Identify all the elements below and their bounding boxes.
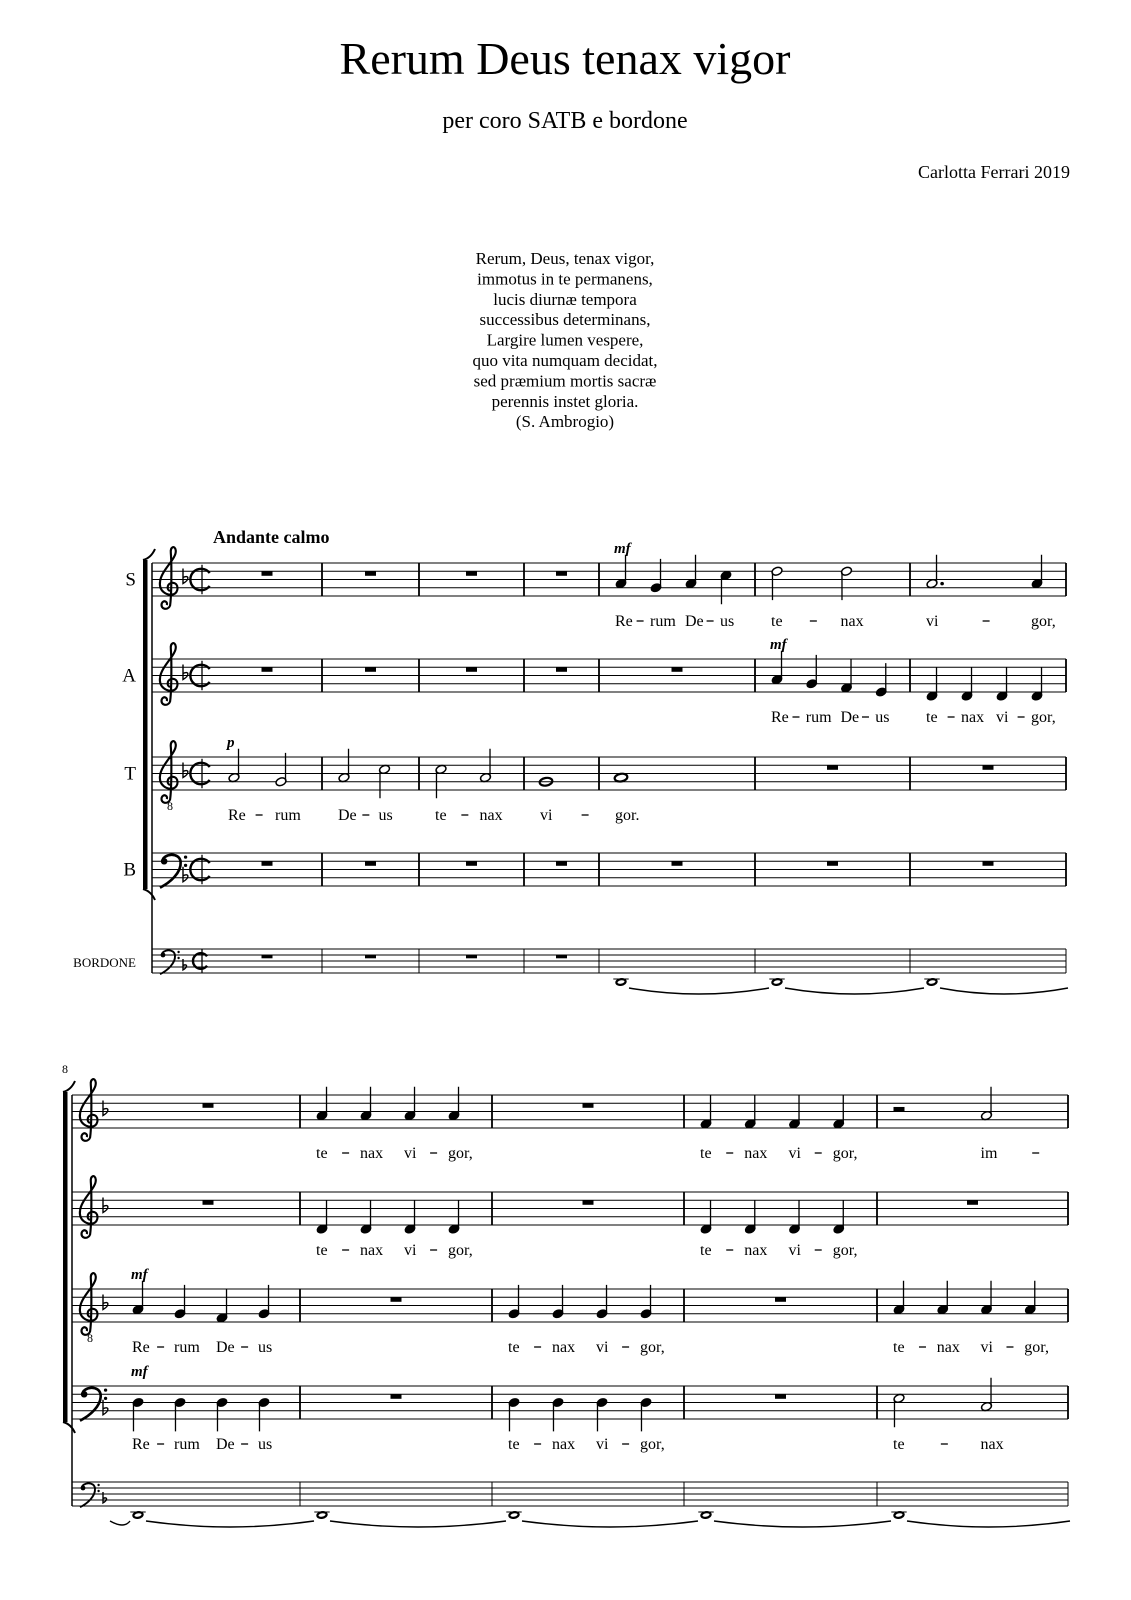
lyric-syllable: rum	[805, 709, 832, 726]
whole-rest-icon	[775, 1297, 786, 1302]
tie-arc	[146, 1521, 314, 1527]
whole-rest-icon	[262, 955, 273, 958]
part-label: B	[123, 859, 136, 881]
lyric-syllable: us	[258, 1436, 273, 1453]
poem-line: quo vita numquam decidat,	[472, 351, 658, 370]
tie-arc	[714, 1521, 891, 1527]
lyric-syllable: gor,	[1031, 709, 1056, 726]
choir-bracket	[63, 1092, 68, 1422]
lyric-syllable: vi	[540, 807, 553, 824]
lyric-syllable: vi	[404, 1145, 417, 1162]
lyric-syllable: vi	[404, 1242, 417, 1259]
half-rest-icon	[894, 1107, 905, 1112]
lyric-syllable: gor,	[1024, 1339, 1049, 1356]
lyric-syllable: te	[700, 1242, 712, 1259]
lyric-syllable: nax	[744, 1145, 768, 1162]
whole-note	[616, 978, 626, 985]
system-1	[73, 541, 1068, 994]
lyric-syllable: nax	[840, 613, 864, 630]
whole-rest-icon	[262, 667, 273, 672]
tie-arc	[907, 1521, 1070, 1527]
dynamic-marking: p	[227, 735, 235, 751]
whole-note	[894, 1511, 904, 1518]
tie-arc	[940, 988, 1068, 994]
lyric-syllable: Re	[228, 807, 246, 824]
whole-rest-icon	[203, 1200, 214, 1205]
lyric-syllable: vi	[788, 1242, 801, 1259]
lyric-syllable: Re	[615, 613, 633, 630]
tie-arc	[330, 1521, 506, 1527]
whole-note	[772, 978, 782, 985]
piece-title: Rerum Deus tenax vigor	[339, 33, 791, 84]
bracket-hook	[143, 549, 155, 560]
lyric-syllable: vi	[596, 1339, 609, 1356]
lyric-syllable: te	[316, 1145, 328, 1162]
whole-rest-icon	[583, 1200, 594, 1205]
piece-subtitle: per coro SATB e bordone	[442, 108, 688, 134]
octave-mark: 8	[167, 799, 173, 813]
tie-arc	[629, 988, 769, 994]
staff-b	[123, 853, 1066, 888]
lyric-syllable: rum	[174, 1436, 200, 1453]
lyric-syllable: te	[435, 807, 447, 824]
lyric-syllable: gor,	[448, 1242, 473, 1259]
tie-arc	[785, 988, 924, 994]
whole-rest-icon	[466, 861, 477, 866]
whole-note	[317, 1511, 327, 1518]
tempo-marking: Andante calmo	[213, 527, 330, 547]
lyric-syllable: Re	[132, 1339, 150, 1356]
treble-clef-icon	[160, 741, 178, 803]
whole-rest-icon	[827, 861, 838, 866]
lyric-syllable: te	[316, 1242, 328, 1259]
dynamic-marking: mf	[614, 541, 631, 557]
whole-rest-icon	[365, 955, 376, 958]
staff-s	[125, 541, 1066, 630]
lyric-syllable: gor,	[640, 1436, 665, 1453]
lyric-syllable: te	[893, 1436, 905, 1453]
lyric-syllable: te	[926, 709, 938, 726]
augmentation-dot	[940, 582, 944, 586]
lyric-syllable: gor,	[1031, 613, 1056, 630]
poem-line: Rerum, Deus, tenax vigor,	[475, 249, 655, 268]
poem-line: immotus in te permanens,	[477, 269, 653, 289]
lyric-syllable: vi	[788, 1145, 801, 1162]
staff-t	[72, 1267, 1068, 1356]
lyric-syllable: nax	[552, 1339, 576, 1356]
lyric-syllable: te	[508, 1436, 520, 1453]
poem-line: Largire lumen vespere,	[486, 330, 644, 350]
lyric-syllable: te	[700, 1145, 712, 1162]
choir-bracket	[143, 560, 148, 889]
lyric-syllable: gor,	[640, 1339, 665, 1356]
octave-mark: 8	[87, 1331, 93, 1345]
part-label: T	[124, 763, 136, 785]
poem-line: perennis instet gloria.	[491, 391, 639, 411]
lyric-syllable: gor,	[832, 1242, 858, 1259]
lyric-syllable: vi	[596, 1436, 609, 1453]
whole-rest-icon	[466, 955, 477, 958]
whole-note	[614, 773, 628, 783]
system-2	[62, 1062, 1070, 1527]
treble-clef-icon	[80, 1176, 98, 1238]
staff-bd	[72, 1482, 1070, 1527]
lyric-syllable: De	[685, 613, 704, 630]
lyric-syllable: vi	[926, 613, 939, 630]
staff-bd	[73, 949, 1068, 994]
lyric-syllable: gor,	[832, 1145, 858, 1162]
lyric-syllable: gor.	[615, 807, 640, 824]
staff-b	[72, 1364, 1068, 1453]
bracket-hook	[143, 889, 155, 900]
whole-rest-icon	[983, 861, 994, 866]
whole-rest-icon	[827, 765, 838, 770]
lyric-syllable: te	[508, 1339, 520, 1356]
whole-note	[133, 1511, 143, 1518]
bass-clef-icon	[80, 1483, 100, 1507]
whole-rest-icon	[775, 1394, 786, 1399]
whole-rest-icon	[262, 861, 273, 866]
whole-rest-icon	[672, 861, 683, 866]
whole-rest-icon	[466, 667, 477, 672]
tie-arc	[522, 1521, 698, 1527]
bracket-hook	[63, 1081, 75, 1092]
lyric-syllable: Re	[132, 1436, 150, 1453]
whole-rest-icon	[672, 667, 683, 672]
whole-rest-icon	[556, 667, 567, 672]
whole-rest-icon	[967, 1200, 978, 1205]
treble-clef-icon	[160, 643, 178, 705]
dynamic-marking: mf	[131, 1364, 148, 1380]
staff-a	[122, 637, 1066, 726]
whole-rest-icon	[391, 1297, 402, 1302]
lyric-syllable: nax	[552, 1436, 576, 1453]
lyric-syllable: De	[216, 1436, 235, 1453]
bass-clef-icon	[160, 950, 180, 974]
poem-line: (S. Ambrogio)	[515, 412, 615, 432]
lyric-syllable: nax	[744, 1242, 768, 1259]
poem-line: lucis diurnæ tempora	[493, 289, 637, 309]
whole-rest-icon	[262, 571, 273, 576]
whole-rest-icon	[391, 1394, 402, 1399]
lyric-syllable: rum	[275, 807, 301, 824]
staff-a	[72, 1176, 1068, 1259]
lyric-syllable: rum	[174, 1339, 200, 1356]
lyric-syllable: te	[771, 613, 783, 630]
lyric-syllable: gor,	[448, 1145, 473, 1162]
whole-rest-icon	[365, 861, 376, 866]
poem-line: successibus determinans,	[479, 310, 651, 330]
whole-rest-icon	[556, 955, 567, 958]
treble-clef-icon	[160, 547, 178, 609]
whole-rest-icon	[203, 1103, 214, 1108]
whole-rest-icon	[365, 571, 376, 576]
treble-clef-icon	[80, 1079, 98, 1141]
whole-rest-icon	[365, 667, 376, 672]
whole-note	[701, 1511, 711, 1518]
lyric-syllable: nax	[980, 1436, 1004, 1453]
lyric-syllable: vi	[980, 1339, 993, 1356]
lyric-syllable: nax	[360, 1145, 384, 1162]
whole-note	[927, 978, 937, 985]
lyric-syllable: nax	[360, 1242, 384, 1259]
treble-clef-icon	[80, 1273, 98, 1335]
measure-number: 8	[62, 1062, 68, 1076]
whole-rest-icon	[583, 1103, 594, 1108]
part-label: S	[125, 569, 136, 591]
lyric-syllable: us	[720, 613, 735, 630]
bracket-hook	[63, 1422, 75, 1433]
lyric-syllable: De	[338, 807, 357, 824]
composer-credit: Carlotta Ferrari 2019	[918, 162, 1070, 182]
lyric-syllable: nax	[936, 1339, 960, 1356]
poem-text	[472, 249, 657, 431]
whole-rest-icon	[556, 571, 567, 576]
lyric-syllable: us	[378, 807, 393, 824]
tie-arc	[110, 1521, 130, 1525]
lyric-syllable: De	[216, 1339, 235, 1356]
staff-t	[124, 735, 1066, 824]
lyric-syllable: us	[875, 709, 890, 726]
lyric-syllable: Re	[771, 709, 789, 726]
lyric-syllable: us	[258, 1339, 273, 1356]
music-notation	[62, 541, 1070, 1527]
part-label: A	[122, 665, 136, 687]
dynamic-marking: mf	[770, 637, 787, 653]
poem-line: sed præmium mortis sacræ	[473, 371, 657, 391]
lyric-syllable: rum	[650, 613, 676, 630]
whole-rest-icon	[983, 765, 994, 770]
whole-rest-icon	[556, 861, 567, 866]
dynamic-marking: mf	[131, 1267, 148, 1283]
part-label: BORDONE	[73, 955, 136, 970]
whole-note	[509, 1511, 519, 1518]
lyric-syllable: im	[980, 1145, 998, 1162]
whole-rest-icon	[466, 571, 477, 576]
lyric-syllable: vi	[996, 709, 1009, 726]
lyric-syllable: nax	[479, 807, 503, 824]
staff-s	[72, 1079, 1068, 1162]
lyric-syllable: De	[840, 709, 860, 726]
lyric-syllable: nax	[961, 709, 985, 726]
lyric-syllable: te	[893, 1339, 905, 1356]
